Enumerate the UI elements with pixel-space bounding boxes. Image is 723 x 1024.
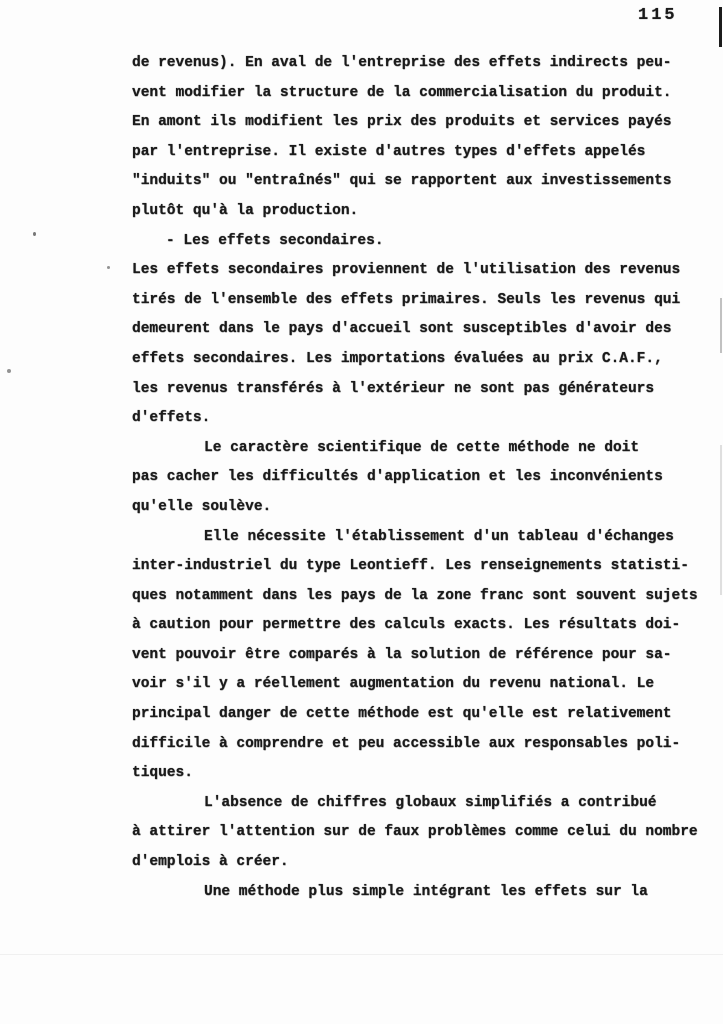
- text-line: à attirer l'attention sur de faux problèmes comme celui du nombre: [132, 824, 698, 841]
- text-line: vent modifier la structure de la commercialisation du produit.: [132, 84, 672, 101]
- scan-speck: [33, 232, 36, 236]
- scan-speck: [107, 266, 110, 269]
- scan-speck: [7, 369, 11, 373]
- text-line: ques notamment dans les pays de la zone franc sont souvent sujets: [132, 587, 698, 604]
- text-line: plutôt qu'à la production.: [132, 202, 359, 219]
- page-number: 115: [638, 6, 678, 25]
- text-line: par l'entreprise. Il existe d'autres types d'effets appelés: [132, 143, 646, 160]
- scan-edge-mark: [720, 445, 722, 595]
- scan-edge-mark: [720, 298, 722, 353]
- text-block: [132, 49, 718, 907]
- text-line: de revenus). En aval de l'entreprise des effets indirects peu-: [132, 55, 672, 71]
- text-line: les revenus transférés à l'extérieur ne sont pas générateurs: [132, 380, 655, 397]
- text-line: difficile à comprendre et peu accessible aux responsables poli-: [132, 735, 681, 752]
- scan-bottom-edge: [0, 954, 723, 955]
- text-line: L'absence de chiffres globaux simplifiés a contribué: [204, 794, 657, 811]
- text-line: "induits" ou "entraînés" qui se rapportent aux investissements: [132, 173, 672, 190]
- text-line: Elle nécessite l'établissement d'un tableau d'échanges: [204, 528, 674, 545]
- text-line: voir s'il y a réellement augmentation du revenu national. Le: [132, 676, 655, 693]
- text-line: Une méthode plus simple intégrant les effets sur la: [204, 883, 648, 900]
- text-line: - Les effets secondaires.: [166, 232, 384, 249]
- scan-speck: [326, 444, 328, 447]
- text-line: Les effets secondaires proviennent de l'utilisation des revenus: [132, 262, 681, 279]
- text-line: inter-industriel du type Leontieff. Les renseignements statisti-: [132, 558, 689, 575]
- text-line: pas cacher les difficultés d'application et les inconvénients: [132, 469, 663, 486]
- text-line: à caution pour permettre des calculs exacts. Les résultats doi-: [132, 617, 681, 634]
- text-line: tirés de l'ensemble des effets primaires. Seuls les revenus qui: [132, 291, 681, 308]
- text-line: qu'elle soulève.: [132, 498, 272, 515]
- text-line: effets secondaires. Les importations évaluées au prix C.A.F.,: [132, 350, 663, 367]
- text-line: demeurent dans le pays d'accueil sont susceptibles d'avoir des: [132, 321, 672, 338]
- text-line: vent pouvoir être comparés à la solution de référence pour sa-: [132, 646, 672, 663]
- text-line: principal danger de cette méthode est qu'elle est relativement: [132, 706, 672, 723]
- text-line: tiques.: [132, 765, 193, 782]
- text-line: En amont ils modifient les prix des produits et services payés: [132, 114, 672, 131]
- text-line: d'emplois à créer.: [132, 854, 289, 871]
- scan-edge-mark: [719, 7, 722, 47]
- text-line: Le caractère scientifique de cette méthode ne doit: [204, 439, 640, 456]
- text-line: d'effets.: [132, 410, 211, 427]
